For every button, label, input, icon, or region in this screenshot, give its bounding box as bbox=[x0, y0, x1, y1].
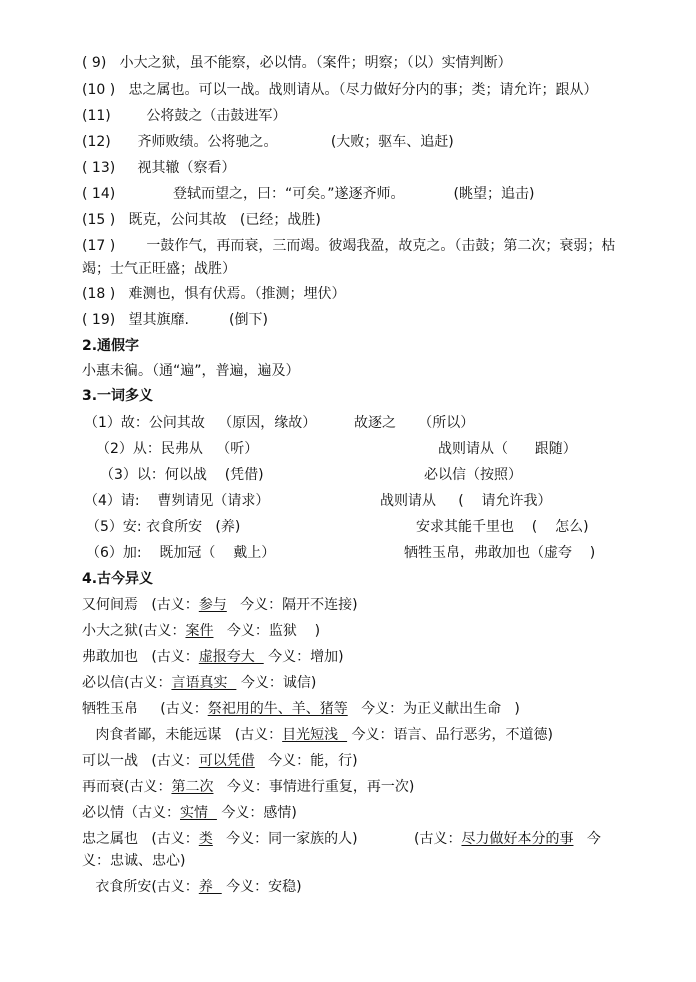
gujin-row-4-modern: 今义：诚信) bbox=[236, 675, 317, 691]
gujin-row-8-word: 再而衰(古义： bbox=[82, 779, 172, 795]
gujin-row-9 bbox=[82, 803, 297, 823]
gujin-row-8-modern: 今义：事情进行重复，再一次) bbox=[213, 779, 415, 795]
gujin-row-4-word: 必以信(古义： bbox=[82, 675, 172, 691]
text-line-14: ( 14) 登轼而望之，曰：“可矣。”遂逐齐师。 (眺望；追击) bbox=[82, 186, 535, 202]
gujin-row-10-second-prefix: (古义： bbox=[414, 831, 462, 847]
yici-row-6-right: 牺牲玉帛，弗敢加也（虚夸 ) bbox=[404, 545, 596, 561]
text-line-17-cont: 竭；士气正旺盛；战胜） bbox=[82, 261, 236, 277]
gujin-row-9-word: 必以情（古义： bbox=[82, 805, 180, 821]
gujin-row-6-ancient: 目光短浅 bbox=[282, 727, 348, 743]
yici-row-1-left: （1）故：公问其故 （原因，缘故） bbox=[84, 415, 317, 431]
gujin-row-11 bbox=[82, 877, 302, 897]
gujin-row-7-word: 可以一战 (古义： bbox=[82, 753, 199, 769]
section-heading-gujin: 4.古今异义 bbox=[82, 571, 154, 587]
yici-row-2-right: 战则请从（ 跟随） bbox=[438, 441, 577, 457]
gujin-row-2-ancient: 案件 bbox=[185, 623, 214, 639]
gujin-row-1-word: 又何间焉 (古义： bbox=[82, 597, 199, 613]
text-line-12: (12) 齐师败绩。公将驰之。 (大败；驱车、追赶) bbox=[82, 134, 454, 150]
gujin-row-3-ancient: 虚报夸大 bbox=[198, 649, 264, 665]
yici-row-3-right: 必以信（按照） bbox=[424, 467, 522, 483]
yici-row-2-left: （2）从：民弗从 （听） bbox=[96, 441, 259, 457]
gujin-row-2-modern: 今义：监狱 ) bbox=[213, 623, 321, 639]
section-heading-tongjia: 2.通假字 bbox=[82, 338, 140, 354]
gujin-row-10-second-ancient: 尽力做好本分的事 bbox=[461, 831, 574, 847]
gujin-row-3-word: 弗敢加也 (古义： bbox=[82, 649, 199, 665]
gujin-row-1-modern: 今义：隔开不连接) bbox=[226, 597, 358, 613]
text-line-13: ( 13) 视其辙（察看） bbox=[82, 160, 236, 176]
gujin-row-6 bbox=[82, 725, 553, 745]
gujin-row-5-ancient: 祭祀用的牛、羊、猪等 bbox=[207, 701, 348, 717]
yici-row-5-right: 安求其能千里也 ( 怎么) bbox=[416, 519, 589, 535]
gujin-row-9-modern: 今义：感情) bbox=[216, 805, 297, 821]
gujin-row-10-cont: 义：忠诚、忠心) bbox=[82, 853, 186, 869]
gujin-row-8-ancient: 第二次 bbox=[171, 779, 214, 795]
text-line-17: (17 ) 一鼓作气，再而衰，三而竭。彼竭我盈，故克之。（击鼓；第二次；衰弱；枯 bbox=[82, 238, 616, 254]
gujin-row-2-word: 小大之狱(古义： bbox=[82, 623, 186, 639]
gujin-row-3 bbox=[82, 647, 344, 667]
gujin-row-6-word: 肉食者鄙，未能远谋 (古义： bbox=[82, 727, 283, 743]
tongjia-text: 小惠未徧。（通“遍”，普遍，遍及） bbox=[82, 363, 300, 379]
gujin-row-10-second-modern: 今 bbox=[573, 831, 601, 847]
gujin-row-10-ancient: 类 bbox=[198, 831, 213, 847]
gujin-row-1-ancient: 参与 bbox=[198, 597, 227, 613]
gujin-row-7-ancient: 可以凭借 bbox=[198, 753, 255, 769]
gujin-row-11-word: 衣食所安(古义： bbox=[82, 879, 199, 895]
gujin-row-1 bbox=[82, 595, 358, 615]
gujin-row-5-modern: 今义：为正义献出生命 ) bbox=[347, 701, 520, 717]
gujin-row-5 bbox=[82, 699, 520, 719]
yici-row-4-right: 战则请从 ( 请允许我） bbox=[380, 493, 552, 509]
section-heading-yici: 3.一词多义 bbox=[82, 388, 154, 404]
text-line-18: (18 ) 难测也，惧有伏焉。（推测；埋伏） bbox=[82, 286, 346, 302]
gujin-row-10-second bbox=[414, 829, 601, 849]
gujin-row-10-modern: 今义：同一家族的人) bbox=[212, 831, 358, 847]
gujin-row-9-ancient: 实情 bbox=[180, 805, 217, 821]
gujin-row-7-modern: 今义：能，行) bbox=[254, 753, 358, 769]
text-line-15: (15 ) 既克，公问其故 (已经；战胜) bbox=[82, 212, 321, 228]
yici-row-5-left: （5）安: 衣食所安 (养) bbox=[86, 519, 241, 535]
gujin-row-11-ancient: 养 bbox=[198, 879, 222, 895]
yici-row-3-left: （3）以：何以战 (凭借) bbox=[100, 467, 264, 483]
yici-row-1-right: 故逐之 （所以） bbox=[354, 415, 475, 431]
yici-row-4-left: （4）请: 曹刿请见（请求） bbox=[84, 493, 270, 509]
gujin-row-8 bbox=[82, 777, 414, 797]
text-line-11: (11) 公将鼓之（击鼓进军） bbox=[82, 108, 287, 124]
gujin-row-4-ancient: 言语真实 bbox=[171, 675, 237, 691]
yici-row-6-left: （6）加: 既加冠（ 戴上） bbox=[86, 545, 276, 561]
gujin-row-4 bbox=[82, 673, 316, 693]
text-line-10: (10 ) 忠之属也。可以一战。战则请从。（尽力做好分内的事；类；请允许；跟从） bbox=[82, 82, 598, 98]
gujin-row-7 bbox=[82, 751, 358, 771]
gujin-row-10 bbox=[82, 829, 358, 849]
gujin-row-2 bbox=[82, 621, 320, 641]
gujin-row-5-word: 牺牲玉帛 (古义： bbox=[82, 701, 208, 717]
gujin-row-10-word: 忠之属也 (古义： bbox=[82, 831, 199, 847]
gujin-row-3-modern: 今义：增加) bbox=[263, 649, 344, 665]
text-line-9: ( 9) 小大之狱，虽不能察，必以情。（案件；明察；（以）实情判断） bbox=[82, 55, 512, 71]
gujin-row-11-modern: 今义：安稳) bbox=[221, 879, 302, 895]
text-line-19: ( 19) 望其旗靡. (倒下) bbox=[82, 312, 268, 328]
gujin-row-6-modern: 今义：语言、品行恶劣，不道德) bbox=[347, 727, 553, 743]
